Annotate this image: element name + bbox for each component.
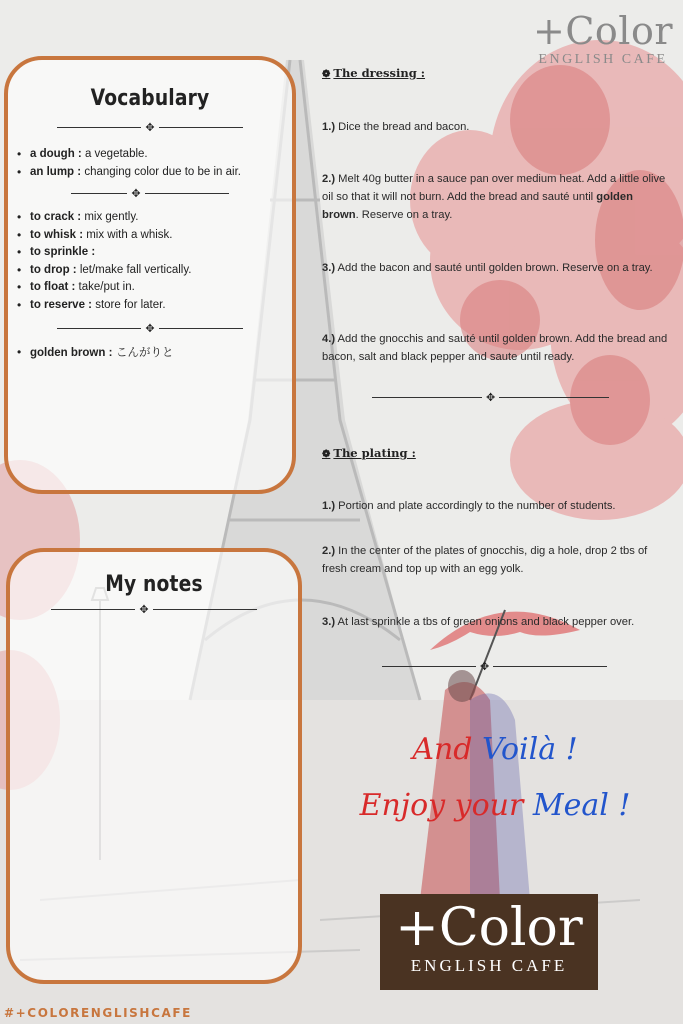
brand-subtitle: ENGLISH CAFE bbox=[410, 956, 568, 975]
vocabulary-panel bbox=[4, 56, 296, 494]
dressing-title: The dressing : bbox=[333, 66, 426, 80]
vocab-term: a dough : bbox=[30, 148, 82, 160]
step-text: Dice the bread and bacon. bbox=[335, 121, 470, 133]
vocabulary-list-group-3 bbox=[8, 344, 292, 363]
vocab-definition: store for later. bbox=[92, 298, 166, 311]
vocab-definition: let/make fall vertically. bbox=[76, 263, 192, 276]
closing-enjoy: Enjoy your bbox=[359, 788, 533, 823]
vocab-definition: a vegetable. bbox=[81, 148, 148, 160]
closing-meal: Meal ! bbox=[532, 788, 631, 823]
step-text-end: . Reserve on a tray. bbox=[355, 209, 453, 222]
plating-step-3 bbox=[322, 613, 672, 631]
step-text-bold: golden brown bbox=[322, 191, 633, 222]
notes-panel bbox=[6, 548, 302, 984]
closing-and: And bbox=[412, 732, 483, 767]
plating-step-1 bbox=[322, 497, 672, 515]
step-text: Portion and plate accordingly to the number of students. bbox=[335, 500, 616, 512]
divider-ornament-icon: ✥ bbox=[145, 121, 155, 134]
step-text: Add the bacon and sauté until golden brown. Reserve on a tray. bbox=[335, 262, 653, 274]
vocab-item bbox=[30, 227, 292, 245]
plating-step-2 bbox=[322, 542, 672, 578]
dressing-step-2 bbox=[322, 170, 672, 225]
divider bbox=[8, 322, 292, 335]
vocab-term: to reserve : bbox=[30, 298, 93, 311]
vocab-definition: take/put in. bbox=[75, 281, 135, 293]
brand-logo-top bbox=[533, 9, 673, 68]
vocabulary-list-group-2 bbox=[8, 209, 292, 314]
divider bbox=[8, 121, 292, 134]
divider bbox=[372, 391, 609, 404]
step-text: Add the gnocchis and sauté until golden brown. Add the bread and bacon, salt and black pepper and saute until ready. bbox=[322, 333, 668, 364]
vocab-item bbox=[30, 244, 292, 262]
plating-heading bbox=[322, 446, 416, 460]
step-number: 3.) bbox=[322, 616, 336, 628]
step-number: 2.) bbox=[322, 173, 336, 185]
vocab-item bbox=[30, 146, 292, 164]
vocab-term: an lump : bbox=[30, 165, 82, 178]
vocabulary-title: Vocabulary bbox=[90, 86, 210, 111]
vocab-definition: mix gently. bbox=[81, 211, 139, 223]
vocab-definition: こんがりと bbox=[112, 345, 174, 359]
brand-name: +Color bbox=[395, 898, 583, 958]
divider bbox=[10, 603, 298, 616]
vocab-item bbox=[30, 344, 292, 363]
divider bbox=[382, 660, 607, 673]
vocab-term: to drop : bbox=[30, 263, 77, 276]
divider bbox=[8, 187, 292, 200]
brand-subtitle: ENGLISH CAFE bbox=[538, 52, 668, 67]
step-text: At last sprinkle a tbs of green onions and black pepper over. bbox=[335, 616, 635, 628]
step-number: 2.) bbox=[322, 545, 336, 557]
dressing-heading bbox=[322, 66, 425, 80]
vocab-definition: changing color due to be in air. bbox=[81, 165, 241, 178]
vocab-term: to float : bbox=[30, 281, 76, 293]
step-text: In the center of the plates of gnocchis, dig a hole, drop 2 tbs of fresh cream and top up with an egg yolk. bbox=[322, 545, 648, 576]
notes-title: My notes bbox=[105, 572, 203, 597]
vocab-term: to sprinkle : bbox=[30, 246, 96, 258]
dressing-step-4 bbox=[322, 330, 672, 366]
vocab-item bbox=[30, 279, 292, 297]
closing-voila: Voilà ! bbox=[482, 732, 578, 767]
vocab-item bbox=[30, 209, 292, 227]
divider-ornament-icon: ✥ bbox=[131, 187, 141, 200]
step-number: 1.) bbox=[322, 500, 336, 512]
flower-icon: ❁ bbox=[322, 69, 331, 80]
step-number: 1.) bbox=[322, 121, 336, 133]
vocabulary-list-group-1 bbox=[8, 146, 292, 181]
vocab-item bbox=[30, 262, 292, 280]
step-number: 3.) bbox=[322, 262, 336, 274]
vocab-definition: mix with a whisk. bbox=[83, 228, 173, 241]
dressing-step-3 bbox=[322, 259, 672, 277]
divider-ornament-icon: ✥ bbox=[139, 603, 149, 616]
brand-logo-bottom bbox=[380, 894, 598, 990]
vocab-term: to whisk : bbox=[30, 228, 84, 241]
divider-ornament-icon: ✥ bbox=[145, 322, 155, 335]
step-text: Melt 40g butter in a sauce pan over medium heat. Add a little olive oil so that it will not burn. Add the bread and sauté until bbox=[322, 173, 666, 204]
closing-line-2 bbox=[330, 788, 660, 823]
flower-icon: ❁ bbox=[322, 449, 331, 460]
brand-name: +Color bbox=[533, 9, 673, 53]
divider-ornament-icon: ✥ bbox=[480, 660, 490, 673]
hashtag: #+COLORENGLISHCAFE bbox=[4, 1006, 192, 1020]
vocab-item bbox=[30, 164, 292, 182]
plating-title: The plating : bbox=[333, 446, 416, 460]
step-number: 4.) bbox=[322, 333, 336, 345]
vocab-term: golden brown : bbox=[30, 347, 113, 359]
divider-ornament-icon: ✥ bbox=[486, 391, 496, 404]
closing-line-1 bbox=[330, 732, 660, 767]
vocab-term: to crack : bbox=[30, 211, 82, 223]
dressing-step-1 bbox=[322, 118, 672, 136]
vocab-item bbox=[30, 297, 292, 315]
